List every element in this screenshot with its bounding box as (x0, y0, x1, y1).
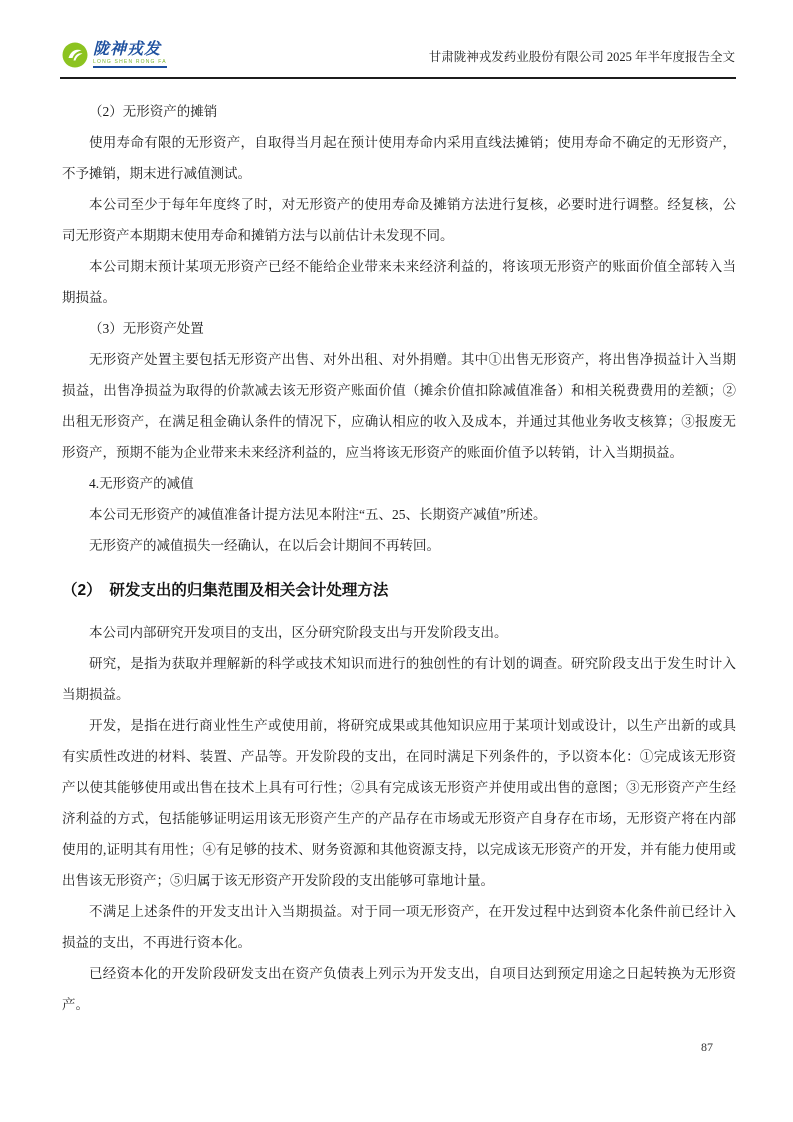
paragraph: 使用寿命有限的无形资产，自取得当月起在预计使用寿命内采用直线法摊销；使用寿命不确定的无形资产，不予摊销，期末进行减值测试。 (62, 135, 736, 181)
page-footer (701, 1040, 713, 1055)
brand-name-cn: 陇神戎发 (93, 41, 162, 58)
header-divider (60, 77, 736, 79)
paragraph: （2）无形资产的摊销 (89, 104, 218, 119)
paragraph: 开发，是指在进行商业性生产或使用前，将研究成果或其他知识应用于某项计划或设计，以生产出新的或具有实质性改进的材料、装置、产品等。开发阶段的支出，在同时满足下列条件的，予以资本化：①完成该无形资产以使其能够使用或出售在技术上具有可行性；②具有完成该无形资产并使用或出售的意图；③无形资产产生经济利益的方式，包括能够证明运用该无形资产生产的产品存在市场或无形资产自身存在市场，无形资产将在内部使用的,证明其有用性；④有足够的技术、财务资源和其他资源支持，以完成该无形资产的开发，并有能力使用或出售该无形资产；⑤归属于该无形资产开发阶段的支出能够可靠地计量。 (62, 718, 736, 888)
paragraph: 已经资本化的开发阶段研发支出在资产负债表上列示为开发支出，自项目达到预定用途之日起转换为无形资产。 (62, 966, 736, 1012)
paragraph: 本公司期末预计某项无形资产已经不能给企业带来未来经济利益的，将该项无形资产的账面价值全部转入当期损益。 (62, 259, 736, 305)
paragraph: （3）无形资产处置 (89, 321, 204, 336)
paragraph: 研究，是指为获取并理解新的科学或技术知识而进行的独创性的有计划的调查。研究阶段支出于发生时计入当期损益。 (62, 656, 736, 702)
page-number: 87 (701, 1040, 713, 1054)
logo-text (93, 42, 167, 68)
logo-icon (62, 42, 88, 68)
paragraph: 不满足上述条件的开发支出计入当期损益。对于同一项无形资产，在开发过程中达到资本化条件前已经计入损益的支出，不再进行资本化。 (62, 904, 736, 950)
paragraph: 本公司无形资产的减值准备计提方法见本附注“五、25、长期资产减值”所述。 (89, 507, 547, 522)
report-title: 甘肃陇神戎发药业股份有限公司 2025 年半年度报告全文 (428, 50, 735, 64)
paragraph: 4.无形资产的减值 (89, 476, 194, 491)
paragraph: 无形资产处置主要包括无形资产出售、对外出租、对外捐赠。其中①出售无形资产，将出售净损益计入当期损益，出售净损益为取得的价款减去该无形资产账面价值（摊余价值扣除减值准备）和相关税费费用的差额；②出租无形资产，在满足租金确认条件的情况下，应确认相应的收入及成本，并通过其他业务收支核算；③报废无形资产，预期不能为企业带来未来经济利益的，应当将该无形资产的账面价值予以转销，计入当期损益。 (62, 352, 736, 460)
brand-name-en: LONG SHEN RONG FA (93, 60, 167, 68)
paragraph: 本公司至少于每年年度终了时，对无形资产的使用寿命及摊销方法进行复核，必要时进行调整。经复核，公司无形资产本期期末使用寿命和摊销方法与以前估计未发现不同。 (62, 197, 736, 243)
paragraph: 无形资产的减值损失一经确认，在以后会计期间不再转回。 (89, 538, 440, 553)
paragraph: 本公司内部研究开发项目的支出，区分研究阶段支出与开发阶段支出。 (89, 625, 508, 640)
section-heading: （2） 研发支出的归集范围及相关会计处理方法 (62, 582, 389, 599)
document-body (62, 96, 736, 1020)
page-header (62, 42, 735, 68)
company-logo (62, 42, 167, 68)
